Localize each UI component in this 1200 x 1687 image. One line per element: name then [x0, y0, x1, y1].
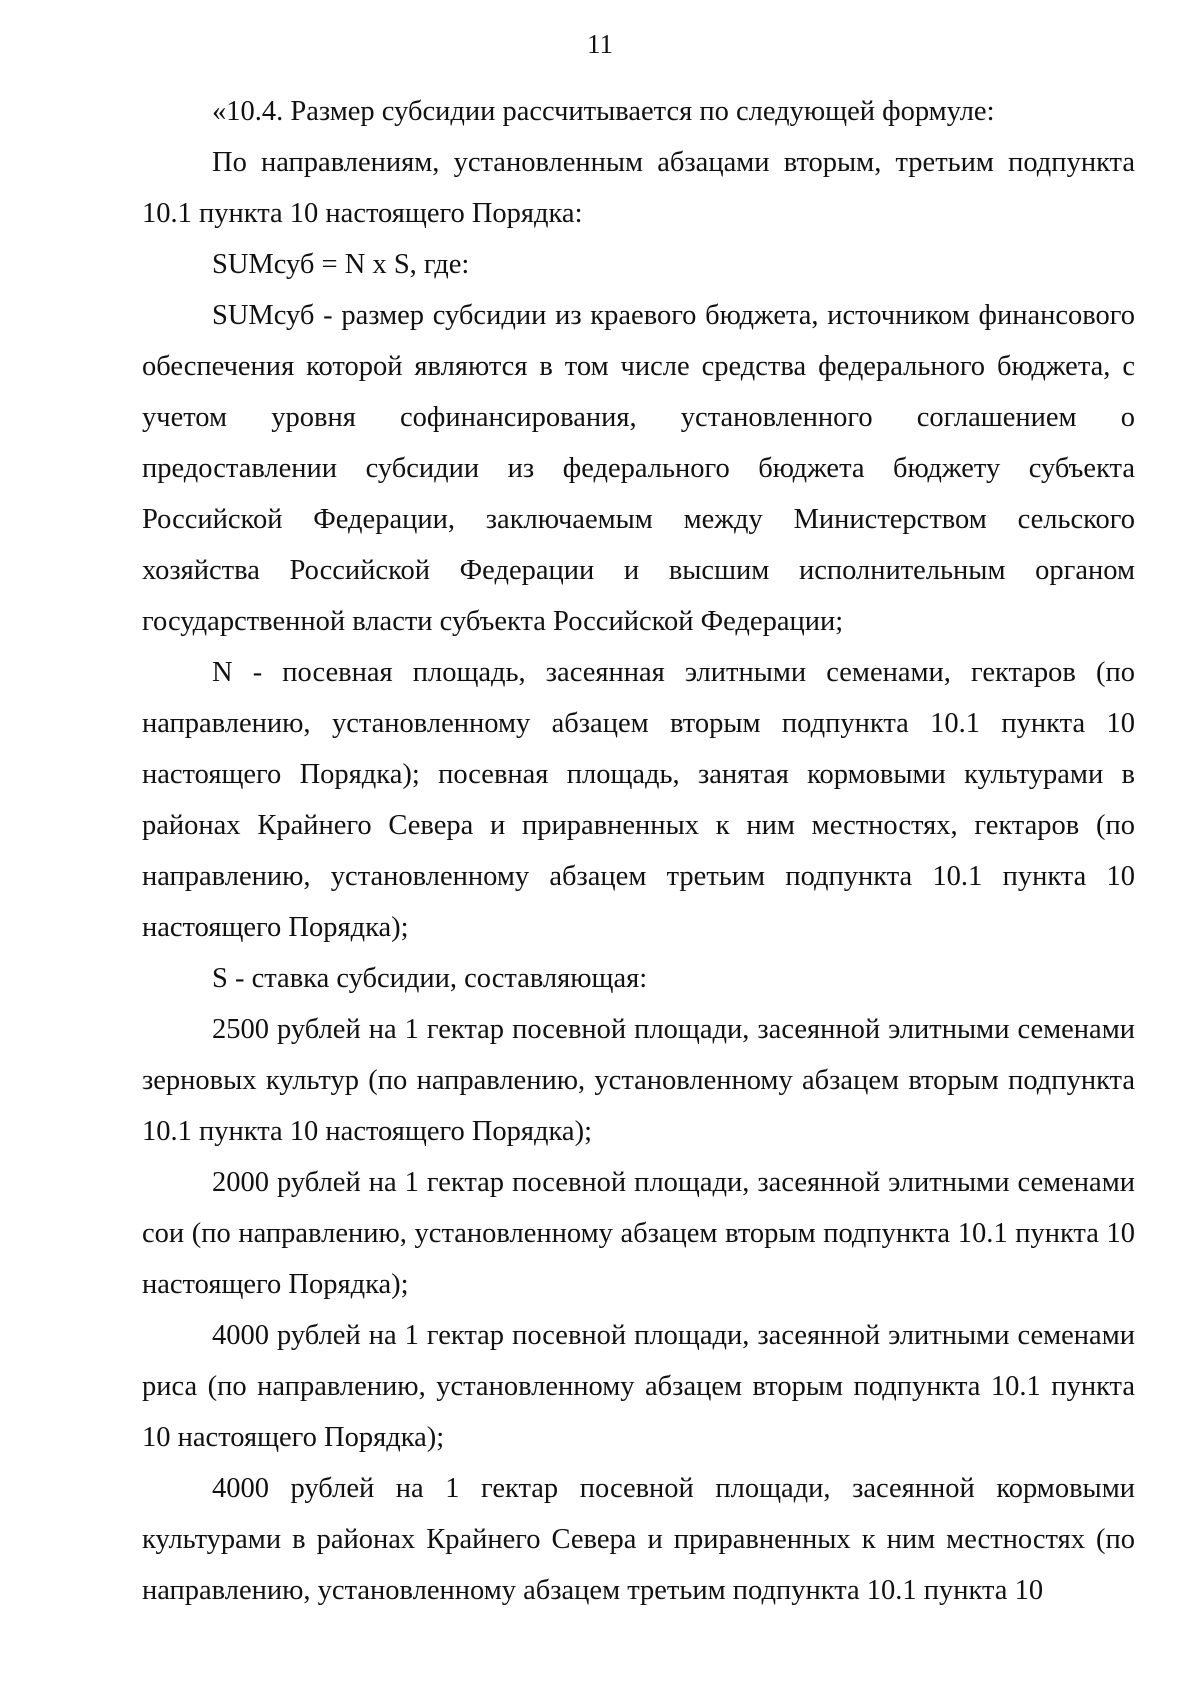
- paragraph-n-definition: N - посевная площадь, засеянная элитными семенами, гектаров (по направлению, установленному абзацем вторым подпункта 10.1 пункта 10 настоящего Порядка); посевная площадь, занятая кормовыми культурами в районах Крайнего Севера и приравненных к ним местностях, гектаров (по направлению, установленному абзацем третьим подпункта 10.1 пункта 10 настоящего Порядка);: [142, 657, 1135, 943]
- paragraph-rate-grain: 2500 рублей на 1 гектар посевной площади, засеянной элитными семенами зерновых культур (по направлению, установленному абзацем вторым подпункта 10.1 пункта 10 настоящего Порядка);: [142, 1014, 1135, 1147]
- paragraph-s-definition: S - ставка субсидии, составляющая:: [212, 963, 648, 994]
- paragraph-directions: По направлениям, установленным абзацами вторым, третьим подпункта 10.1 пункта 10 настоящего Порядка:: [142, 147, 1135, 229]
- paragraph-rate-fodder: 4000 рублей на 1 гектар посевной площади, засеянной кормовыми культурами в районах Крайнего Севера и приравненных к ним местностях (по направлению, установленному абзацем третьим подпункта 10.1 пункта 10: [142, 1473, 1135, 1606]
- paragraph-sum-definition: SUMсуб - размер субсидии из краевого бюджета, источником финансового обеспечения которой являются в том числе средства федерального бюджета, с учетом уровня софинансирования, установленного соглашением о предоставлении субсидии из федерального бюджета бюджету субъекта Российской Федерации, заключаемым между Министерством сельского хозяйства Российской Федерации и высшим исполнительным органом государственной власти субъекта Российской Федерации;: [142, 300, 1135, 637]
- document-body: [142, 86, 1135, 1616]
- paragraph-rate-rice: 4000 рублей на 1 гектар посевной площади, засеянной элитными семенами риса (по направлению, установленному абзацем вторым подпункта 10.1 пункта 10 настоящего Порядка);: [142, 1320, 1135, 1453]
- paragraph-rate-soy: 2000 рублей на 1 гектар посевной площади, засеянной элитными семенами сои (по направлению, установленному абзацем вторым подпункта 10.1 пункта 10 настоящего Порядка);: [142, 1167, 1135, 1300]
- paragraph-heading-10-4: «10.4. Размер субсидии рассчитывается по следующей формуле:: [212, 96, 995, 127]
- paragraph-formula: SUMсуб = N x S, где:: [212, 249, 470, 280]
- page-number: 11: [587, 29, 613, 59]
